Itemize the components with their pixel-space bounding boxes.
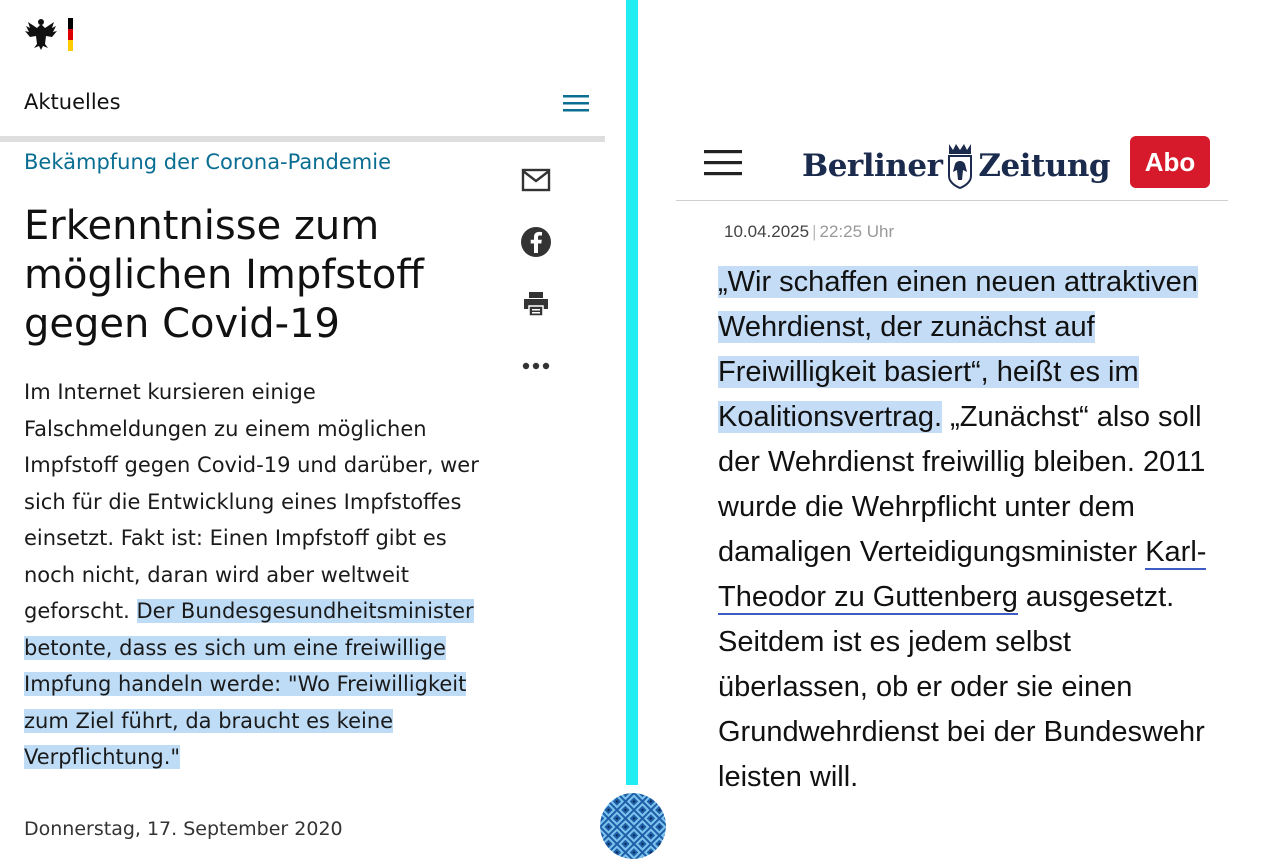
masthead-word-right: Zeitung xyxy=(978,148,1111,184)
watermark-badge xyxy=(600,793,666,859)
body-text-highlighted: Der Bundesgesundheitsminister betonte, dass es sich um eine freiwillige Impfung handeln werde: "Wo Freiwilligkeit zum Ziel führt, da braucht es keine Verpflichtung." xyxy=(24,599,474,769)
body-text-after-link: ausgesetzt. Seitdem ist es jedem selbst überlassen, ob er oder sie einen Grundwehrdienst bei der Bundeswehr leisten will. xyxy=(718,581,1205,793)
newspaper-header xyxy=(676,124,1228,201)
facebook-icon[interactable] xyxy=(516,222,556,262)
article-kicker[interactable]: Bekämpfung der Corona-Pandemie xyxy=(24,150,391,174)
mail-icon[interactable] xyxy=(516,160,556,200)
body-text-plain: Im Internet kursieren einige Falschmeldungen zu einem möglichen Impfstoff gegen Covid-19 und darüber, wer sich für die Entwicklung eines Impfstoffes einsetzt. Fakt ist: Einen Impfstoff gibt es noch nicht, daran wird aber weltweit geforscht. xyxy=(24,380,479,623)
article-body xyxy=(718,260,1208,800)
hamburger-menu-icon[interactable] xyxy=(704,148,744,178)
hamburger-menu-icon[interactable] xyxy=(563,92,589,114)
abo-button[interactable]: Abo xyxy=(1130,136,1210,188)
newspaper-logo[interactable] xyxy=(802,142,1110,190)
nav-label[interactable]: Aktuelles xyxy=(24,90,121,114)
split-divider xyxy=(626,0,638,785)
masthead-word-left: Berliner xyxy=(802,148,943,184)
nav-bar xyxy=(0,72,605,142)
date-separator: | xyxy=(812,222,817,241)
body-text-before-link: „Zunächst“ also soll der Wehrdienst freiwillig bleiben. 2011 wurde die Wehrpflicht unter dem damaligen Verteidigungsminister xyxy=(718,401,1206,568)
quote-highlighted: „Wir schaffen einen neuen attraktiven Wehrdienst, der zunächst auf Freiwilligkeit basiert“, heißt es im Koalitionsvertrag. xyxy=(718,266,1198,433)
right-article-panel xyxy=(676,0,1228,865)
more-icon[interactable] xyxy=(516,346,556,386)
berlin-bear-crest-icon xyxy=(945,142,975,190)
article-time: 22:25 Uhr xyxy=(819,222,895,241)
article-title: Erkenntnisse zum möglichen Impfstoff gegen Covid-19 xyxy=(24,203,424,347)
federal-eagle-logo[interactable] xyxy=(24,14,84,54)
print-icon[interactable] xyxy=(516,284,556,324)
guttenberg-link[interactable]: Karl-Theodor zu Guttenberg xyxy=(718,536,1207,613)
article-date: 10.04.2025 xyxy=(724,222,810,241)
left-article-panel xyxy=(0,0,626,865)
share-toolbar xyxy=(516,160,558,408)
article-body xyxy=(24,374,490,776)
article-dateline xyxy=(724,222,894,242)
article-date: Donnerstag, 17. September 2020 xyxy=(24,818,343,840)
